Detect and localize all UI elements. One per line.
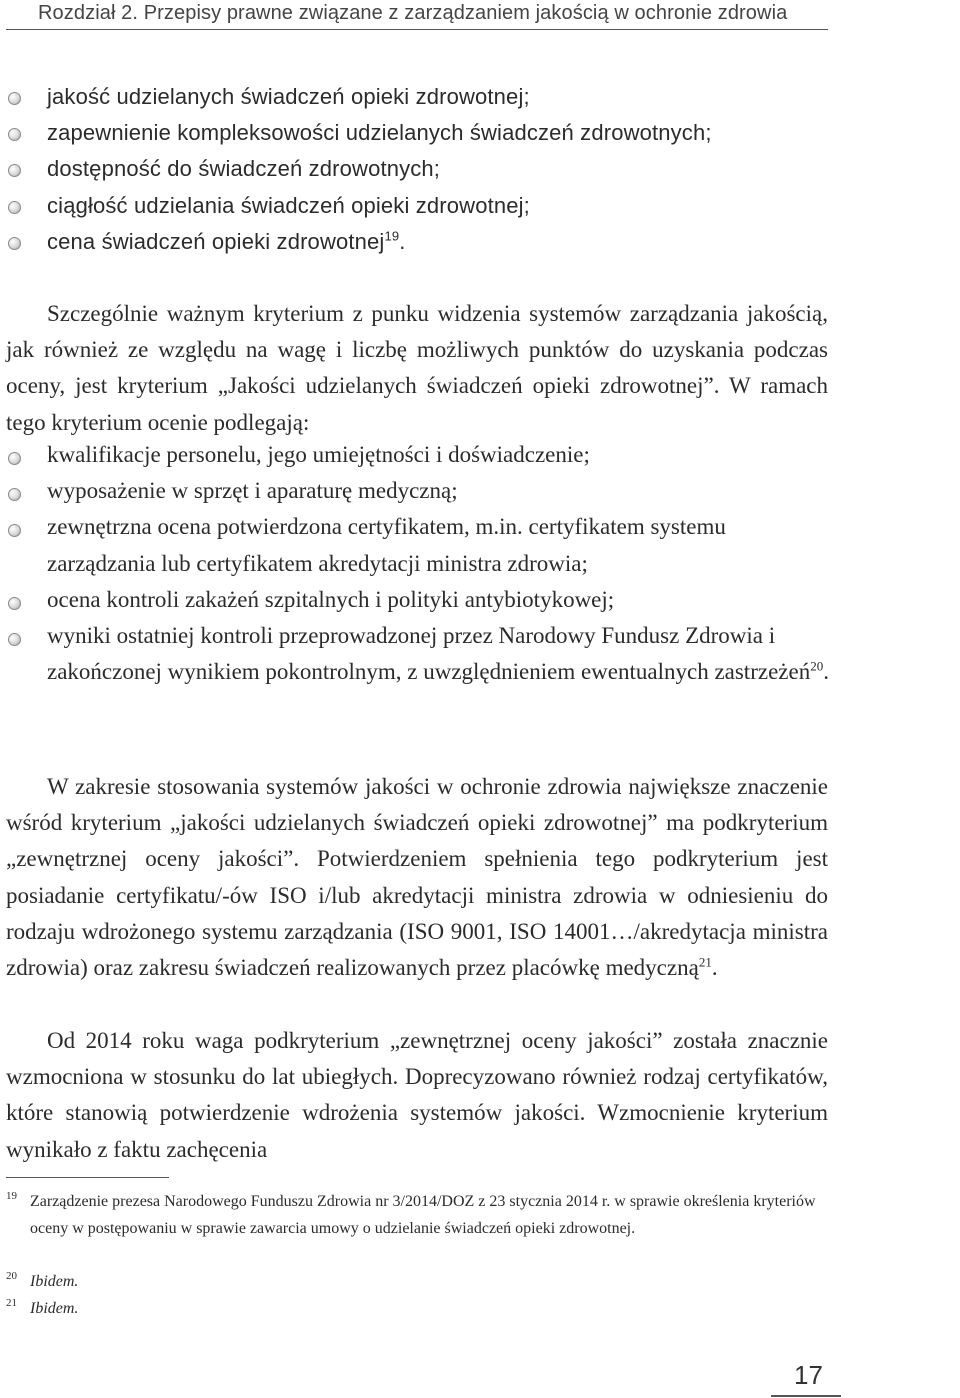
paragraph-text: Od 2014 roku waga podkryterium „zewnętrznej oceny jakości” została znacznie wzmocniona w stosunku do lat ubiegłych. Doprecyzowano również rodzaj certyfikatów, które stanowią potwierdzenie wdrożenia systemów jakości. Wzmocnienie kryterium wynikało z faktu zachęcenia <box>6 1028 828 1162</box>
footnote <box>6 1268 836 1295</box>
criteria-list <box>6 79 836 260</box>
list-item <box>6 473 836 509</box>
list-item-tail: . <box>823 659 829 685</box>
list-item-text: ciągłość udzielania świadczeń opieki zdrowotnej; <box>47 192 530 218</box>
list-item <box>6 188 836 224</box>
list-item-text: zewnętrzna ocena potwierdzona certyfikatem, m.in. certyfikatem systemu zarządzania lub certyfikatem akredytacji ministra zdrowia; <box>47 514 726 576</box>
footnote <box>6 1188 836 1242</box>
bullet-icon <box>8 164 21 177</box>
footnote-number: 21 <box>6 1297 17 1309</box>
list-item <box>6 79 836 115</box>
footnote-divider <box>6 1177 169 1178</box>
list-item <box>6 618 836 690</box>
bullet-icon <box>8 201 21 214</box>
bullet-icon <box>8 237 21 250</box>
list-item <box>6 115 836 151</box>
footnote-number: 19 <box>6 1190 17 1202</box>
footnote-ref: 21 <box>698 954 712 970</box>
paragraph <box>6 1023 828 1168</box>
footnote <box>6 1295 836 1322</box>
page-number-underline <box>771 1395 841 1397</box>
list-item-text: wyposażenie w sprzęt i aparaturę medyczną; <box>47 478 458 504</box>
list-item-text: dostępność do świadczeń zdrowotnych; <box>47 156 441 182</box>
footnote-ref: 19 <box>384 228 400 244</box>
footnote-text: Ibidem. <box>30 1300 79 1317</box>
list-item-text: kwalifikacje personelu, jego umiejętności i doświadczenie; <box>47 442 590 467</box>
list-item-text: ocena kontroli zakażeń szpitalnych i polityki antybiotykowej; <box>47 586 615 612</box>
running-header: Rozdział 2. Przepisy prawne związane z zarządzaniem jakością w ochronie zdrowia <box>38 2 788 24</box>
footnote-text: Ibidem. <box>30 1273 79 1290</box>
bullet-icon <box>8 452 21 465</box>
page-number: 17 <box>794 1360 823 1390</box>
paragraph-tail: . <box>711 955 718 981</box>
assessment-list <box>6 437 836 690</box>
bullet-icon <box>8 488 21 501</box>
bullet-icon <box>8 524 21 537</box>
list-item <box>6 151 836 187</box>
footnote-number: 20 <box>6 1270 17 1282</box>
bullet-icon <box>8 597 21 610</box>
list-item-tail: . <box>399 228 406 254</box>
list-item-text: wyniki ostatniej kontroli przeprowadzonej przez Narodowy Fundusz Zdrowia i zakończonej wynikiem pokontrolnym, z uwzględnieniem ewentualnych zastrzeżeń <box>47 623 811 685</box>
list-item <box>6 509 836 581</box>
footnote-text: Zarządzenie prezesa Narodowego Funduszu Zdrowia nr 3/2014/DOZ z 23 stycznia 2014 r. w sprawie określenia kryteriów oceny w postępowaniu w sprawie zawarcia umowy o udzielanie świadczeń opieki zdrowotnej. <box>30 1193 816 1237</box>
paragraph-text: W zakresie stosowania systemów jakości w ochronie zdrowia największe znaczenie wśród kryterium „jakości udzielanych świadczeń opieki zdrowotnej” ma podkryterium „zewnętrznej oceny jakości”. Potwierdzeniem spełnienia tego podkryterium jest posiadanie certyfikatu/-ów ISO i/lub akredytacji ministra zdrowia w odniesieniu do rodzaju wdrożonego systemu zarządzania (ISO 9001, ISO 14001…/akredytacja ministra zdrowia) oraz zakresu świadczeń realizowanych przez placówkę medyczną <box>6 774 828 981</box>
bullet-icon <box>8 633 21 646</box>
footnote-ref: 20 <box>810 658 824 674</box>
bullet-icon <box>8 128 21 141</box>
bullet-icon <box>8 92 21 105</box>
list-item-text: zapewnienie kompleksowości udzielanych świadczeń zdrowotnych; <box>47 120 712 146</box>
list-item <box>6 437 836 473</box>
header-divider <box>6 29 828 30</box>
paragraph <box>6 296 828 441</box>
paragraph <box>6 769 828 986</box>
paragraph-text: Szczególnie ważnym kryterium z punku widzenia systemów zarządzania jakością, jak również ze względu na wagę i liczbę możliwych punktów do uzyskania podczas oceny, jest kryterium „Jakości udzielanych świadczeń opieki zdrowotnej”. W ramach tego kryterium ocenie podlegają: <box>6 301 828 435</box>
list-item <box>6 582 836 618</box>
list-item-text: jakość udzielanych świadczeń opieki zdrowotnej; <box>47 84 530 109</box>
list-item <box>6 224 836 260</box>
list-item-text: cena świadczeń opieki zdrowotnej <box>47 228 385 254</box>
